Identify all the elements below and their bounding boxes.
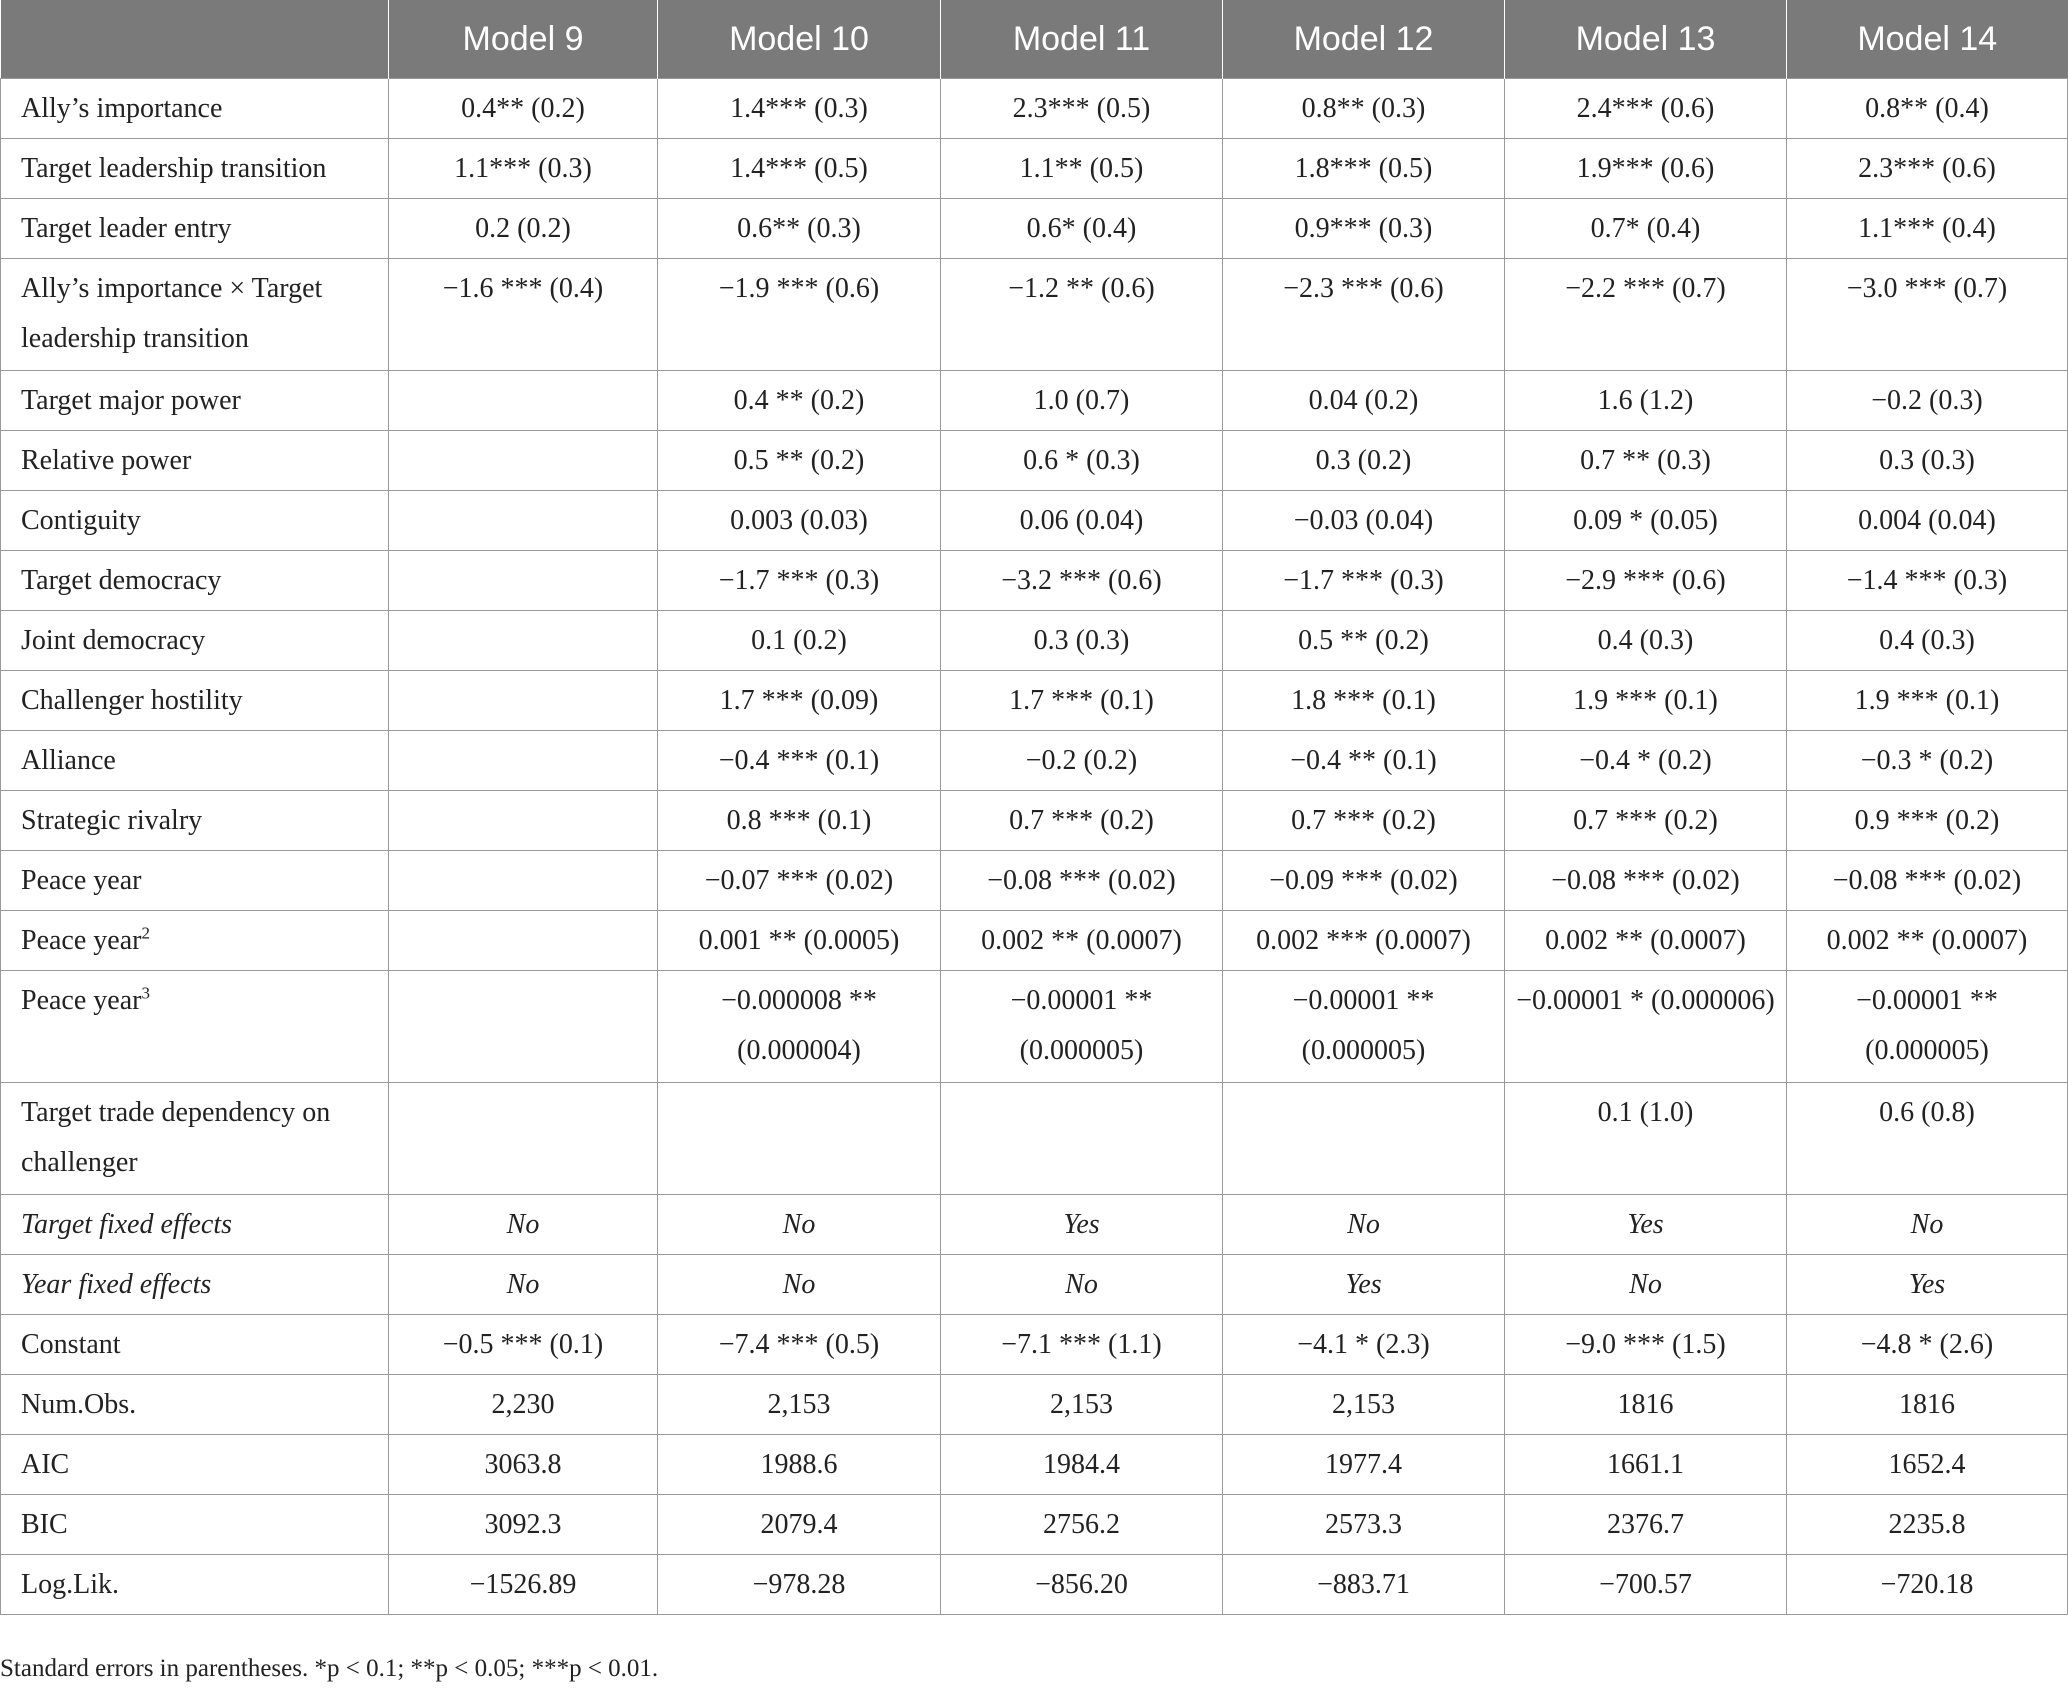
table-row (1, 731, 2068, 791)
row-label-cell (1, 1195, 389, 1255)
table-cell-model-12: −1.7 *** (0.3) (1223, 551, 1505, 611)
table-cell-model-11: 0.002 ** (0.0007) (941, 911, 1223, 971)
table-cell-model-10: 0.4 ** (0.2) (658, 371, 941, 431)
row-label-cell (1, 1375, 389, 1435)
row-label-cell (1, 139, 389, 199)
table-cell-model-11: 0.6 * (0.3) (941, 431, 1223, 491)
table-row (1, 911, 2068, 971)
table-cell-model-13: 1816 (1505, 1375, 1787, 1435)
table-cell-model-14: No (1787, 1195, 2068, 1255)
header-empty-cell (1, 0, 389, 79)
row-label: Target trade dependency on challenger (21, 1097, 331, 1178)
table-cell-model-9 (389, 851, 658, 911)
row-label: Target fixed effects (21, 1209, 232, 1240)
table-row (1, 611, 2068, 671)
table-row (1, 79, 2068, 139)
header-model-12: Model 12 (1223, 0, 1505, 79)
table-cell-model-12: Yes (1223, 1255, 1505, 1315)
row-label: BIC (21, 1509, 68, 1540)
table-cell-model-9 (389, 971, 658, 1083)
table-cell-model-10: −0.000008 ** (0.000004) (658, 971, 941, 1083)
table-cell-model-9: 0.4** (0.2) (389, 79, 658, 139)
table-cell-model-13: −700.57 (1505, 1555, 1787, 1615)
table-cell-model-9 (389, 671, 658, 731)
row-label: Challenger hostility (21, 685, 243, 716)
row-label: Target major power (21, 385, 241, 416)
table-cell-model-13: 1.6 (1.2) (1505, 371, 1787, 431)
table-cell-model-14: 2235.8 (1787, 1495, 2068, 1555)
table-cell-model-9 (389, 731, 658, 791)
table-cell-model-11: 2756.2 (941, 1495, 1223, 1555)
table-row (1, 259, 2068, 371)
row-label: AIC (21, 1449, 70, 1480)
table-cell-model-12: 0.9*** (0.3) (1223, 199, 1505, 259)
row-label-cell (1, 1555, 389, 1615)
table-cell-model-12: −2.3 *** (0.6) (1223, 259, 1505, 371)
table-cell-model-9 (389, 431, 658, 491)
table-cell-model-10: 1.4*** (0.5) (658, 139, 941, 199)
table-cell-model-12: −4.1 * (2.3) (1223, 1315, 1505, 1375)
table-cell-model-10 (658, 1083, 941, 1195)
table-row (1, 971, 2068, 1083)
table-cell-model-12: −0.00001 ** (0.000005) (1223, 971, 1505, 1083)
table-cell-model-9: −1.6 *** (0.4) (389, 259, 658, 371)
table-cell-model-9: −0.5 *** (0.1) (389, 1315, 658, 1375)
row-label-cell (1, 671, 389, 731)
header-model-13: Model 13 (1505, 0, 1787, 79)
table-cell-model-12: 0.3 (0.2) (1223, 431, 1505, 491)
table-cell-model-12: −0.09 *** (0.02) (1223, 851, 1505, 911)
table-cell-model-13: 0.7 *** (0.2) (1505, 791, 1787, 851)
table-cell-model-13: −0.00001 * (0.000006) (1505, 971, 1787, 1083)
table-cell-model-14: 0.3 (0.3) (1787, 431, 2068, 491)
row-label-cell (1, 911, 389, 971)
table-cell-model-14: −3.0 *** (0.7) (1787, 259, 2068, 371)
table-cell-model-9: −1526.89 (389, 1555, 658, 1615)
header-model-11: Model 11 (941, 0, 1223, 79)
table-cell-model-9 (389, 611, 658, 671)
table-cell-model-12: No (1223, 1195, 1505, 1255)
table-cell-model-13: −9.0 *** (1.5) (1505, 1315, 1787, 1375)
table-cell-model-10: No (658, 1195, 941, 1255)
table-cell-model-10: 1988.6 (658, 1435, 941, 1495)
row-label-superscript: 3 (141, 983, 150, 1003)
table-cell-model-13: −0.08 *** (0.02) (1505, 851, 1787, 911)
table-cell-model-11: 1984.4 (941, 1435, 1223, 1495)
table-cell-model-10: 0.001 ** (0.0005) (658, 911, 941, 971)
table-cell-model-11: 0.3 (0.3) (941, 611, 1223, 671)
table-cell-model-12: 1977.4 (1223, 1435, 1505, 1495)
table-cell-model-13: −2.9 *** (0.6) (1505, 551, 1787, 611)
table-row (1, 139, 2068, 199)
table-row (1, 671, 2068, 731)
table-cell-model-14: 0.6 (0.8) (1787, 1083, 2068, 1195)
row-label: Target democracy (21, 565, 222, 596)
table-cell-model-13: 0.7 ** (0.3) (1505, 431, 1787, 491)
table-cell-model-12: −0.03 (0.04) (1223, 491, 1505, 551)
row-label-cell (1, 611, 389, 671)
table-cell-model-10: −978.28 (658, 1555, 941, 1615)
table-row (1, 1255, 2068, 1315)
table-row (1, 1555, 2068, 1615)
table-cell-model-13: Yes (1505, 1195, 1787, 1255)
row-label-cell (1, 791, 389, 851)
table-cell-model-10: 1.4*** (0.3) (658, 79, 941, 139)
table-cell-model-13: 1661.1 (1505, 1435, 1787, 1495)
row-label-cell (1, 1255, 389, 1315)
table-cell-model-14: −4.8 * (2.6) (1787, 1315, 2068, 1375)
table-cell-model-10: 0.6** (0.3) (658, 199, 941, 259)
table-cell-model-14: −0.2 (0.3) (1787, 371, 2068, 431)
table-cell-model-12: 2573.3 (1223, 1495, 1505, 1555)
row-label: Year fixed effects (21, 1269, 212, 1300)
table-cell-model-9: 1.1*** (0.3) (389, 139, 658, 199)
table-cell-model-11: −3.2 *** (0.6) (941, 551, 1223, 611)
row-label: Num.Obs. (21, 1389, 137, 1420)
table-cell-model-11: 0.06 (0.04) (941, 491, 1223, 551)
header-model-10: Model 10 (658, 0, 941, 79)
table-row (1, 199, 2068, 259)
row-label-cell (1, 1435, 389, 1495)
table-cell-model-14: −1.4 *** (0.3) (1787, 551, 2068, 611)
table-cell-model-10: 0.5 ** (0.2) (658, 431, 941, 491)
table-cell-model-9 (389, 791, 658, 851)
table-cell-model-14: 1.1*** (0.4) (1787, 199, 2068, 259)
table-cell-model-11: 2.3*** (0.5) (941, 79, 1223, 139)
row-label-superscript: 2 (141, 923, 150, 943)
table-cell-model-13: 0.002 ** (0.0007) (1505, 911, 1787, 971)
table-header-row (1, 0, 2068, 79)
table-cell-model-10: −0.07 *** (0.02) (658, 851, 941, 911)
table-cell-model-13: 0.1 (1.0) (1505, 1083, 1787, 1195)
table-cell-model-10: 2079.4 (658, 1495, 941, 1555)
table-cell-model-11: 1.7 *** (0.1) (941, 671, 1223, 731)
table-cell-model-10: −0.4 *** (0.1) (658, 731, 941, 791)
row-label: Log.Lik. (21, 1569, 119, 1600)
table-footnote: Standard errors in parentheses. *p < 0.1; **p < 0.05; ***p < 0.01. (0, 1655, 659, 1682)
row-label-cell (1, 731, 389, 791)
row-label: Target leadership transition (21, 153, 327, 184)
table-cell-model-12: 2,153 (1223, 1375, 1505, 1435)
table-cell-model-10: −1.9 *** (0.6) (658, 259, 941, 371)
header-model-9: Model 9 (389, 0, 658, 79)
row-label-cell (1, 79, 389, 139)
table-cell-model-9 (389, 491, 658, 551)
table-cell-model-13: 0.4 (0.3) (1505, 611, 1787, 671)
row-label-cell (1, 1083, 389, 1195)
table-cell-model-14: 0.002 ** (0.0007) (1787, 911, 2068, 971)
row-label-cell (1, 1315, 389, 1375)
row-label: Constant (21, 1329, 121, 1360)
row-label-cell (1, 971, 389, 1083)
table-cell-model-14: −0.00001 ** (0.000005) (1787, 971, 2068, 1083)
table-row (1, 1195, 2068, 1255)
table-cell-model-13: −2.2 *** (0.7) (1505, 259, 1787, 371)
table-cell-model-10: −1.7 *** (0.3) (658, 551, 941, 611)
table-cell-model-10: 1.7 *** (0.09) (658, 671, 941, 731)
table-row (1, 431, 2068, 491)
table-cell-model-11 (941, 1083, 1223, 1195)
table-cell-model-11: 0.7 *** (0.2) (941, 791, 1223, 851)
table-cell-model-11: −0.08 *** (0.02) (941, 851, 1223, 911)
table-cell-model-11: −7.1 *** (1.1) (941, 1315, 1223, 1375)
table-cell-model-13: 0.09 * (0.05) (1505, 491, 1787, 551)
table-cell-model-12: 0.04 (0.2) (1223, 371, 1505, 431)
table-cell-model-14: 0.4 (0.3) (1787, 611, 2068, 671)
table-cell-model-9: 3092.3 (389, 1495, 658, 1555)
table-cell-model-13: −0.4 * (0.2) (1505, 731, 1787, 791)
table-cell-model-14: 0.9 *** (0.2) (1787, 791, 2068, 851)
table-cell-model-10: 2,153 (658, 1375, 941, 1435)
table-cell-model-12: 1.8*** (0.5) (1223, 139, 1505, 199)
table-cell-model-13: 1.9 *** (0.1) (1505, 671, 1787, 731)
table-cell-model-14: 1652.4 (1787, 1435, 2068, 1495)
table-cell-model-9: 3063.8 (389, 1435, 658, 1495)
row-label-cell (1, 199, 389, 259)
table-cell-model-11: 1.1** (0.5) (941, 139, 1223, 199)
table-row (1, 371, 2068, 431)
table-cell-model-14: 0.8** (0.4) (1787, 79, 2068, 139)
row-label-cell (1, 551, 389, 611)
table-cell-model-14: 2.3*** (0.6) (1787, 139, 2068, 199)
table-cell-model-12 (1223, 1083, 1505, 1195)
table-cell-model-11: −1.2 ** (0.6) (941, 259, 1223, 371)
row-label-cell (1, 1495, 389, 1555)
table-cell-model-14: −0.08 *** (0.02) (1787, 851, 2068, 911)
table-row (1, 1083, 2068, 1195)
row-label-cell (1, 851, 389, 911)
row-label: Peace year (21, 865, 142, 896)
table-cell-model-10: 0.003 (0.03) (658, 491, 941, 551)
row-label-cell (1, 431, 389, 491)
table-row (1, 851, 2068, 911)
table-cell-model-11: 0.6* (0.4) (941, 199, 1223, 259)
table-cell-model-11: −0.2 (0.2) (941, 731, 1223, 791)
table-cell-model-12: 1.8 *** (0.1) (1223, 671, 1505, 731)
table-cell-model-11: 1.0 (0.7) (941, 371, 1223, 431)
table-cell-model-14: 0.004 (0.04) (1787, 491, 2068, 551)
table-row (1, 1495, 2068, 1555)
table-cell-model-9 (389, 1083, 658, 1195)
table-cell-model-11: −856.20 (941, 1555, 1223, 1615)
row-label: Strategic rivalry (21, 805, 203, 836)
row-label: Target leader entry (21, 213, 232, 244)
table-cell-model-12: −0.4 ** (0.1) (1223, 731, 1505, 791)
table-cell-model-12: 0.5 ** (0.2) (1223, 611, 1505, 671)
table-cell-model-11: 2,153 (941, 1375, 1223, 1435)
table-cell-model-13: No (1505, 1255, 1787, 1315)
table-cell-model-14: Yes (1787, 1255, 2068, 1315)
table-cell-model-12: 0.8** (0.3) (1223, 79, 1505, 139)
table-cell-model-13: 2.4*** (0.6) (1505, 79, 1787, 139)
row-label-cell (1, 259, 389, 371)
table-cell-model-10: −7.4 *** (0.5) (658, 1315, 941, 1375)
table-cell-model-10: 0.8 *** (0.1) (658, 791, 941, 851)
table-cell-model-13: 1.9*** (0.6) (1505, 139, 1787, 199)
header-model-14: Model 14 (1787, 0, 2068, 79)
row-label: Ally’s importance (21, 93, 223, 124)
table-cell-model-12: 0.002 *** (0.0007) (1223, 911, 1505, 971)
row-label: Contiguity (21, 505, 141, 536)
table-body (1, 79, 2068, 1615)
table-cell-model-9 (389, 911, 658, 971)
table-row (1, 1375, 2068, 1435)
table-cell-model-9: 0.2 (0.2) (389, 199, 658, 259)
table-cell-model-9 (389, 371, 658, 431)
table-row (1, 1315, 2068, 1375)
row-label: Peace year (21, 925, 142, 956)
row-label-cell (1, 371, 389, 431)
table-cell-model-10: No (658, 1255, 941, 1315)
table-cell-model-11: No (941, 1255, 1223, 1315)
table-cell-model-14: −720.18 (1787, 1555, 2068, 1615)
table-row (1, 1435, 2068, 1495)
row-label: Peace year (21, 985, 142, 1016)
row-label-cell (1, 491, 389, 551)
table-row (1, 491, 2068, 551)
table-cell-model-12: 0.7 *** (0.2) (1223, 791, 1505, 851)
table-cell-model-14: 1.9 *** (0.1) (1787, 671, 2068, 731)
table-cell-model-13: 2376.7 (1505, 1495, 1787, 1555)
row-label: Relative power (21, 445, 192, 476)
table-cell-model-9: No (389, 1255, 658, 1315)
table-cell-model-9 (389, 551, 658, 611)
table-cell-model-14: 1816 (1787, 1375, 2068, 1435)
table-cell-model-12: −883.71 (1223, 1555, 1505, 1615)
table-cell-model-9: No (389, 1195, 658, 1255)
table-cell-model-13: 0.7* (0.4) (1505, 199, 1787, 259)
table-row (1, 551, 2068, 611)
table-cell-model-14: −0.3 * (0.2) (1787, 731, 2068, 791)
table-cell-model-10: 0.1 (0.2) (658, 611, 941, 671)
table-row (1, 791, 2068, 851)
table-cell-model-9: 2,230 (389, 1375, 658, 1435)
row-label: Joint democracy (21, 625, 206, 656)
row-label: Alliance (21, 745, 116, 776)
row-label: Ally’s importance × Target leadership transition (21, 273, 323, 354)
table-cell-model-11: −0.00001 ** (0.000005) (941, 971, 1223, 1083)
table-cell-model-11: Yes (941, 1195, 1223, 1255)
